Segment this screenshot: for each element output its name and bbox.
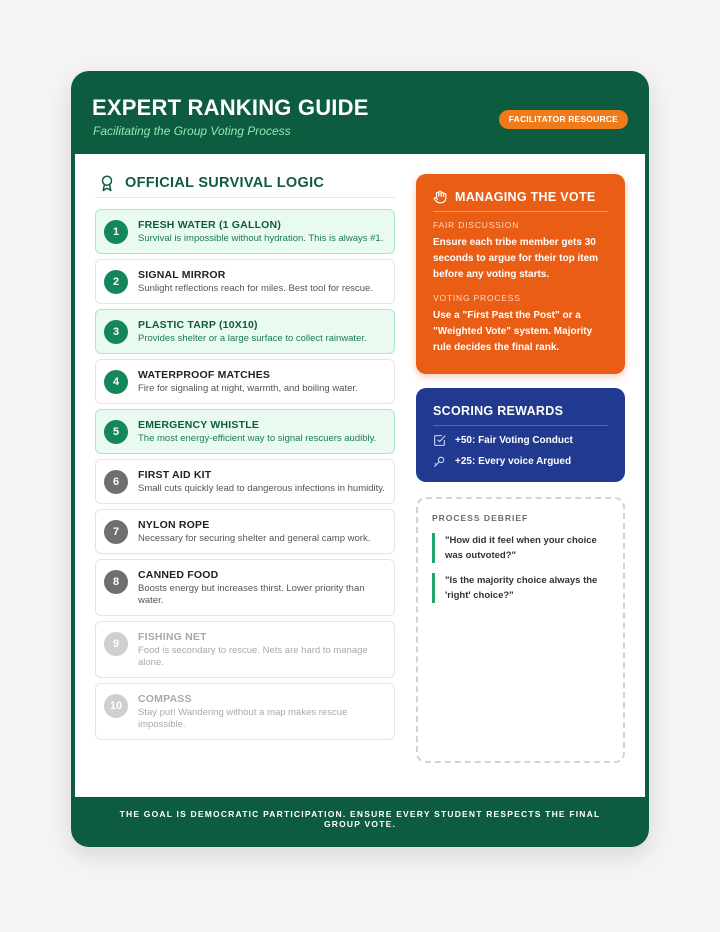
sidebar xyxy=(416,174,625,763)
resource-badge: FACILITATOR RESOURCE xyxy=(499,110,628,129)
score-row xyxy=(433,455,608,468)
item-name: EMERGENCY WHISTLE xyxy=(138,419,260,431)
ranking-item xyxy=(95,309,395,354)
ranking-item xyxy=(95,559,395,616)
checkbox-icon xyxy=(433,434,446,447)
vote-heading-row xyxy=(433,190,608,212)
ranking-item xyxy=(95,621,395,678)
footer-note: THE GOAL IS DEMOCRATIC PARTICIPATION. ENSURE EVERY STUDENT RESPECTS THE FINAL GROUP VOTE. xyxy=(119,809,601,829)
ranking-item xyxy=(95,459,395,504)
page-subtitle: Facilitating the Group Voting Process xyxy=(93,124,291,138)
header xyxy=(75,75,645,154)
item-description: Necessary for securing shelter and general camp work. xyxy=(138,533,371,544)
item-description: Fire for signaling at night, warmth, and boiling water. xyxy=(138,383,358,394)
ranking-item xyxy=(95,409,395,454)
scoring-heading: SCORING REWARDS xyxy=(433,404,608,426)
rank-number-badge: 7 xyxy=(104,520,128,544)
item-name: FIRST AID KIT xyxy=(138,469,212,481)
award-ribbon-icon xyxy=(98,174,116,192)
item-name: NYLON ROPE xyxy=(138,519,210,531)
rank-number-badge: 3 xyxy=(104,320,128,344)
item-description: Small cuts quickly lead to dangerous infections in humidity. xyxy=(138,483,385,494)
scoring-rewards-panel xyxy=(416,388,625,482)
ranking-item xyxy=(95,259,395,304)
score-row-text: +50: Fair Voting Conduct xyxy=(455,435,573,446)
score-row xyxy=(433,434,608,447)
item-name: CANNED FOOD xyxy=(138,569,219,581)
debrief-heading: PROCESS DEBRIEF xyxy=(432,513,529,523)
survival-heading-row xyxy=(95,174,395,198)
vote-heading: MANAGING THE VOTE xyxy=(455,190,596,204)
microphone-icon xyxy=(433,455,446,468)
fair-discussion-text: Ensure each tribe member gets 30 seconds to argue for their top item before any voting starts. xyxy=(433,237,599,280)
voting-process-label: VOTING PROCESS xyxy=(433,293,521,303)
item-name: WATERPROOF MATCHES xyxy=(138,369,271,381)
rank-number-badge: 8 xyxy=(104,570,128,594)
rank-number-badge: 10 xyxy=(104,694,128,718)
debrief-question: "How did it feel when your choice was outvoted?" xyxy=(432,533,609,563)
item-name: PLASTIC TARP (10X10) xyxy=(138,319,258,331)
ranking-item xyxy=(95,209,395,254)
fair-discussion-label: FAIR DISCUSSION xyxy=(433,220,520,230)
ranking-item xyxy=(95,509,395,554)
rank-number-badge: 4 xyxy=(104,370,128,394)
item-name: SIGNAL MIRROR xyxy=(138,269,226,281)
item-description: Survival is impossible without hydration. This is always #1. xyxy=(138,233,384,244)
score-row-text: +25: Every voice Argued xyxy=(455,456,572,467)
survival-section xyxy=(95,174,395,745)
process-debrief-panel xyxy=(416,497,625,763)
survival-heading: OFFICIAL SURVIVAL LOGIC xyxy=(125,174,325,191)
item-description: Boosts energy but increases thirst. Lower priority than water. xyxy=(138,583,365,606)
debrief-question: "Is the majority choice always the 'right' choice?" xyxy=(432,573,609,603)
raised-hand-icon xyxy=(433,190,447,204)
item-description: The most energy-efficient way to signal rescuers audibly. xyxy=(138,433,377,444)
voting-process-text: Use a "First Past the Post" or a "Weighted Vote" system. Majority rule decides the final rank. xyxy=(433,310,593,353)
rank-number-badge: 1 xyxy=(104,220,128,244)
item-name: FRESH WATER (1 GALLON) xyxy=(138,219,282,231)
item-name: COMPASS xyxy=(138,693,192,705)
page-title: EXPERT RANKING GUIDE xyxy=(92,95,369,120)
item-description: Provides shelter or a large surface to collect rainwater. xyxy=(138,333,367,344)
item-name: FISHING NET xyxy=(138,631,207,643)
rank-number-badge: 6 xyxy=(104,470,128,494)
guide-card xyxy=(71,71,649,847)
item-description: Sunlight reflections reach for miles. Best tool for rescue. xyxy=(138,283,373,294)
item-description: Stay put! Wandering without a map makes rescue impossible. xyxy=(138,707,348,730)
item-description: Food is secondary to rescue. Nets are hard to manage alone. xyxy=(138,645,368,668)
ranking-list xyxy=(95,209,395,740)
ranking-item xyxy=(95,683,395,740)
rank-number-badge: 2 xyxy=(104,270,128,294)
rank-number-badge: 5 xyxy=(104,420,128,444)
ranking-item xyxy=(95,359,395,404)
rank-number-badge: 9 xyxy=(104,632,128,656)
content-area xyxy=(75,154,645,797)
managing-vote-panel xyxy=(416,174,625,374)
